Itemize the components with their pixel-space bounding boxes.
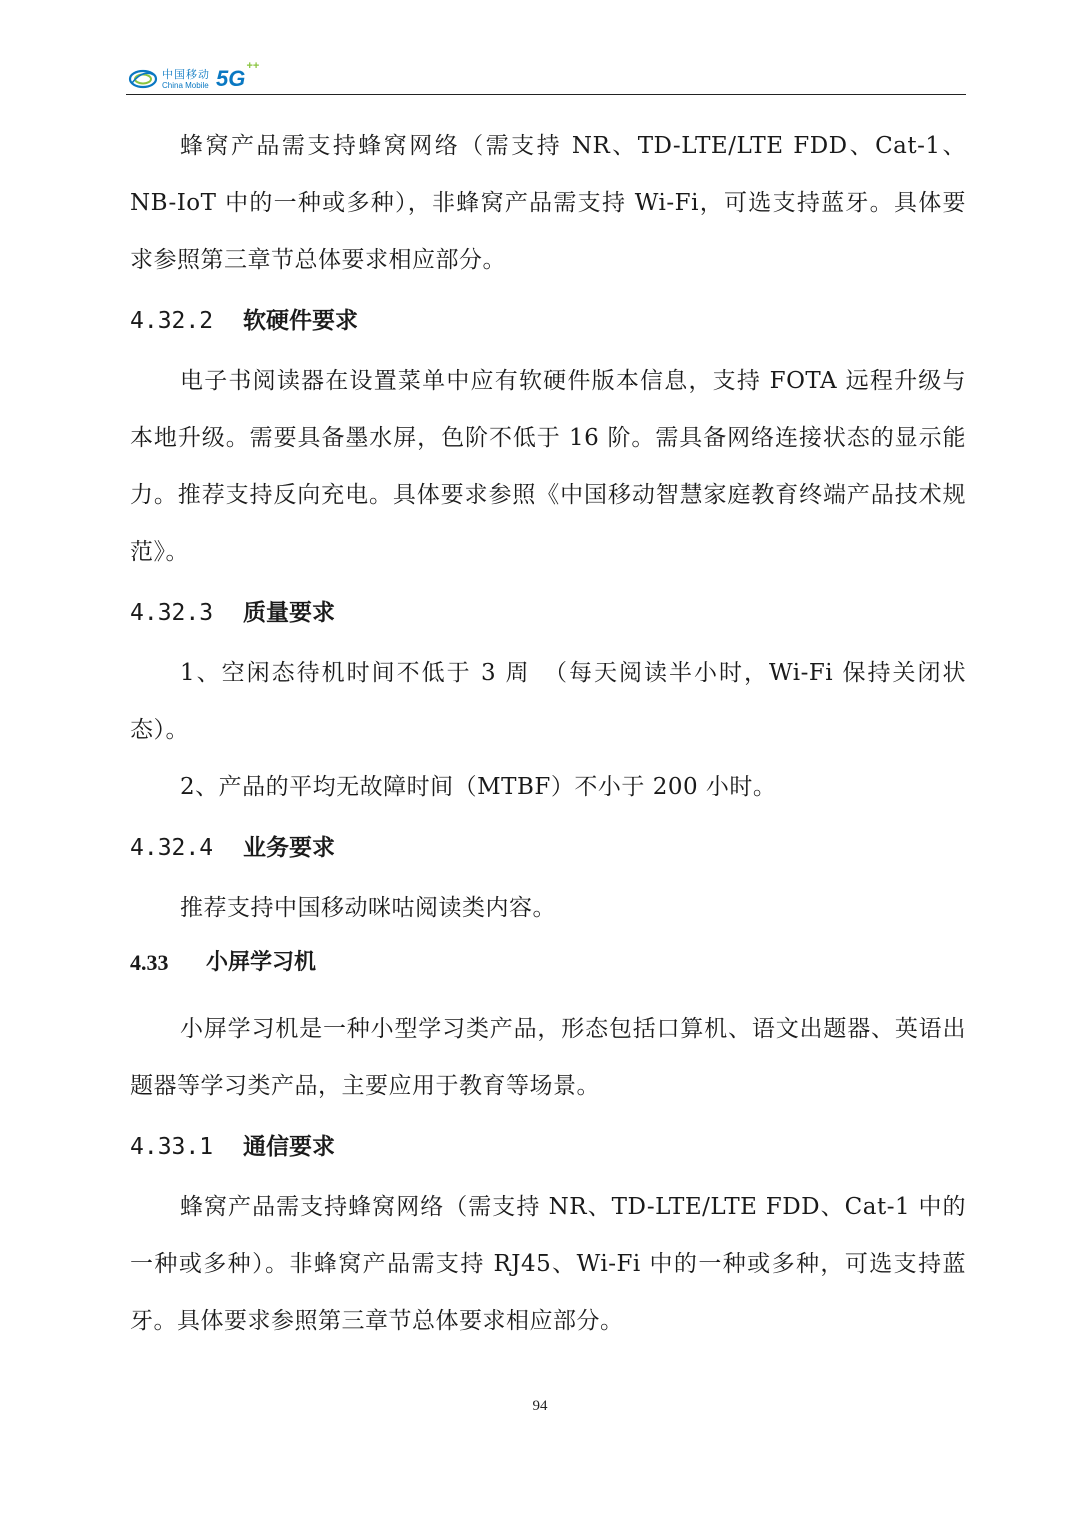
section-number: 4.33 (130, 950, 169, 975)
document-body (130, 118, 966, 1350)
section-heading-4-32-2 (130, 289, 966, 353)
china-mobile-logo (128, 60, 260, 94)
section-heading-4-33 (130, 937, 966, 1001)
brand-5g-plus: ++ (246, 60, 260, 72)
brand-5g: 5G ++ (216, 60, 260, 91)
brand-cn: 中国移动 (162, 67, 210, 81)
paragraph-service: 推荐支持中国移动咪咕阅读类内容。 (180, 895, 556, 921)
section-number: 4.32.3 (130, 600, 214, 626)
paragraph-quality-1: 1、空闲态待机时间不低于 3 周 （每天阅读半小时，Wi-Fi 保持关闭状态）。 (130, 660, 966, 743)
section-title: 小屏学习机 (206, 950, 317, 975)
section-title: 质量要求 (243, 600, 335, 626)
section-heading-4-32-3 (130, 581, 966, 645)
section-number: 4.32.4 (130, 835, 214, 861)
brand-en: China Mobile (162, 80, 209, 90)
paragraph-software-hardware: 电子书阅读器在设置菜单中应有软硬件版本信息，支持 FOTA 远程升级与本地升级。需要具备墨水屏，色阶不低于 16 阶。需具备网络连接状态的显示能力。推荐支持反向充电。具体要求参照《中国移动智慧家庭教育终端产品技术规范》。 (130, 368, 966, 565)
section-number: 4.33.1 (130, 1134, 214, 1160)
paragraph-quality-2: 2、产品的平均无故障时间（MTBF）不小于 200 小时。 (180, 774, 777, 800)
paragraph-communication-4-33-1: 蜂窝产品需支持蜂窝网络（需支持 NR、TD-LTE/LTE FDD、Cat-1 中的一种或多种）。非蜂窝产品需支持 RJ45、Wi-Fi 中的一种或多种，可选支持蓝牙。具体要求参照第三章节总体要求相应部分。 (130, 1194, 966, 1334)
paragraph-small-screen-learner: 小屏学习机是一种小型学习类产品，形态包括口算机、语文出题器、英语出题器等学习类产品，主要应用于教育等场景。 (130, 1016, 966, 1099)
header-rule (126, 94, 966, 95)
section-heading-4-33-1 (130, 1115, 966, 1179)
china-mobile-logo-icon (128, 67, 158, 91)
section-heading-4-32-4 (130, 816, 966, 880)
page-number: 94 (532, 1398, 548, 1414)
section-title: 通信要求 (243, 1134, 335, 1160)
paragraph-intro-communication: 蜂窝产品需支持蜂窝网络（需支持 NR、TD-LTE/LTE FDD、Cat-1、NB-IoT 中的一种或多种），非蜂窝产品需支持 Wi-Fi，可选支持蓝牙。具体要求参照第三章节总体要求相应部分。 (130, 133, 966, 273)
section-title: 业务要求 (243, 835, 335, 861)
section-number: 4.32.2 (130, 308, 214, 334)
page-header (126, 58, 966, 94)
section-title: 软硬件要求 (243, 308, 358, 334)
